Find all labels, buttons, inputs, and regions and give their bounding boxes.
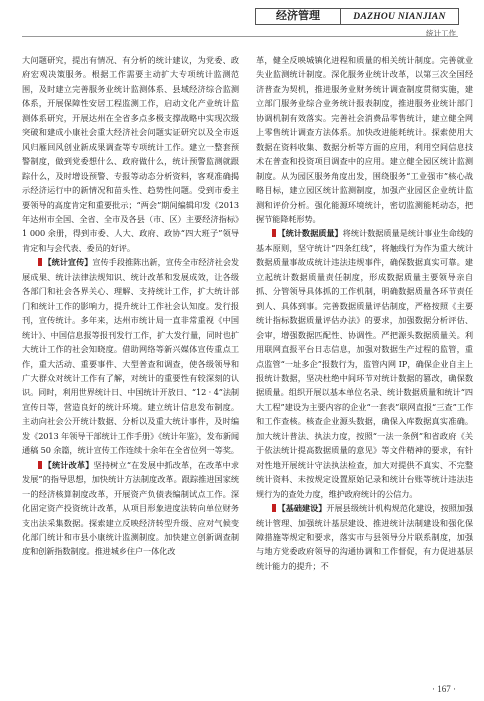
section-keyword: 【基础建设】 bbox=[277, 503, 327, 514]
header-subsection: 统计工作 bbox=[426, 29, 456, 38]
paragraph-infrastructure bbox=[256, 501, 473, 573]
header-section-title: 经济管理 bbox=[256, 9, 341, 24]
paragraph-text: 坚持树立“在发展中抓改革，在改革中求发展”的指导思想，加快统计方法制度改革。跟踪推进国家统一的经济核算制度改革，开展资产负债表编制试点工作。深化固定资产投资统计改革，从项目形象进度法转向单位财务支出法采集数据。探索建立反映经济转型升级、应对气候变化部门统计和市县小康统计监测制度。加快建立创新调查制度和创新指数制度。推进城乡住户一体化改 bbox=[22, 459, 239, 557]
paragraph: 大问题研究，提出有情况、有分析的统计建议，为党委、政府宏观决策服务。根据工作需要主动扩大专项统计监测范围，及时建立完善服务业统计监测体系、县域经济综合监测体系，开展保障性安居工程监测工作，启动文化产业统计监测体系研究，开展达州在全省多点多极支撑战略中实现次级突破和建成小康社会重大经济社会问题实证研究以及全市返风归雁回风创业新成果调查等专项统计工作。建立一整套预警制度，做到党委想什么、政府做什么，统计预警监测就跟踪什么，及时增设预警、专报等动态分析资料，客观准确揭示经济运行中的新情况和苗头性、趋势性问题。受到市委主要领导的高度肯定和重要批示；“两会”期间编辑印发《2013 年达州市全国、全省、全市及各县（市、区）主要经济指标》1 000 余册，得到市委、人大、政府、政协“四大班子”领导肯定和与会代表、委员的好评。 bbox=[22, 55, 239, 253]
page-number: · 167 · bbox=[432, 684, 456, 694]
paragraph-data-quality bbox=[256, 226, 473, 501]
paragraph-text: 宣传手段推陈出新，宣传全市经济社会发展成果、统计法律法规知识、统计改革和发展成效，让各级各部门和社会各界关心、理解、支持统计工作，扩大统计部门和统计工作的影响力，提升统计工作社会认知度。发行报刊，宣传统计。多年来，达州市统计局一直非常重视《中国统计》、中国信息报等报刊发行工作，扩大发行量，同时也扩大统计工作的社会知晓度。借助网络等新兴媒体宣传重点工作，重大活动、重要事件、大型普查和调查，使各级领导和广大群众对统计工作有了解，对统计的重要性有较深刻的认识。同时，利用世界统计日、中国统计开放日、“12 · 4”法制宣传日等，营造良好的统计环境。建立统计信息发布制度。主动向社会公开统计数据、分析以及重大统计事件，及时编发《2013 年领导干部统计工作手册》《统计年鉴》，发布新闻通稿 50 余篇，统计宣传工作连续十余年在全省位列一等奖。 bbox=[22, 257, 239, 456]
paragraph-statistical-publicity bbox=[22, 255, 239, 457]
section-keyword: 【统计宣传】 bbox=[43, 257, 93, 268]
section-marker-icon bbox=[38, 258, 42, 266]
right-column bbox=[256, 53, 473, 573]
running-header bbox=[255, 8, 459, 25]
header-publication-name: DAZHOU NIANJIAN bbox=[353, 11, 446, 22]
header-divider bbox=[22, 36, 458, 37]
section-keyword: 【统计改革】 bbox=[43, 459, 94, 470]
paragraph-statistical-reform bbox=[22, 458, 239, 559]
section-keyword: 【统计数据质量】 bbox=[277, 228, 343, 239]
section-marker-icon bbox=[272, 229, 276, 237]
section-marker-icon bbox=[272, 504, 276, 512]
paragraph-text: 开展县级统计机构规范化建设，按照加强统计管理、加强统计基层建设、推进统计法制建设和强化保障措施等规定和要求，落实市与县领导分片联系制度，加强与地方党委政府领导的沟通协调和工作督促，有力促进基层统计能力的提升；不 bbox=[256, 503, 473, 571]
paragraph-text: 将统计数据质量是统计事业生命线的基本原则，坚守统计“四条红线”，将触线行为作为重大统计数据质量事故成统计违法违规事件，确保数据真实可靠。建立起统计数据质量责任制度，形成数据质量主要领导亲自抓、分管领导具体抓的工作机制，明确数据质量各环节责任到人、具体到事。完善数据质量评估制度，严格按照《主要统计指标数据质量评估办法》的要求，加强数据分析评估、会审，增强数据匹配性、协调性。严把源头数据质量关。利用联网直报平台日志信息，加强对数据生产过程的监管，重点监管“一址多企”报数行为，监管内网 IP，确保企业自主上报统计数据，坚决杜绝中间环节对统计数据的篡改，确保数据质量。组织开展以基本单位名录、统计数据质量和统计“四大工程”建设为主要内容的企业“一套表”联网直报“三查”工作和工作查核。核查企业源头数据，确保入库数据真实准确。加大统计普法、执法力度，按照“一法一条例”和省政府《关于依法统计提高数据质量的意见》等文件精神的要求，有针对性地开展统计守法执法检查，加大对提供不真实、不完整统计资料、未按规定设置原始记录和统计台账等统计违法违规行为的查处力度，维护政府统计的公信力。 bbox=[256, 228, 473, 499]
left-column bbox=[22, 53, 239, 559]
paragraph: 革，健全反映城镇化进程和质量的相关统计制度。完善就业失业监测统计制度。深化服务业统计改革，以第三次全国经济普查为契机，推进服务业财务统计调查制度贯彻实施，建立部门服务业综合业务统计报表制度，推进服务业统计部门协调机制有效落实。完善社会消费品零售统计，建立健全网上零售统计调查方法体系。加快改进能耗统计。探索使用大数据在资料收集、数据分析等方面的应用，利用空间信息技术在普查和投资项目调查中的应用。建立健全园区统计监测制度。从为园区服务角度出发，围绕服务“工业强市”核心战略目标，建立园区统计监测制度，加强产业园区企业统计监测和评价分析。强化能源环境统计，密切监测能耗动态，把握节能降耗形势。 bbox=[256, 55, 473, 224]
section-marker-icon bbox=[38, 461, 42, 469]
